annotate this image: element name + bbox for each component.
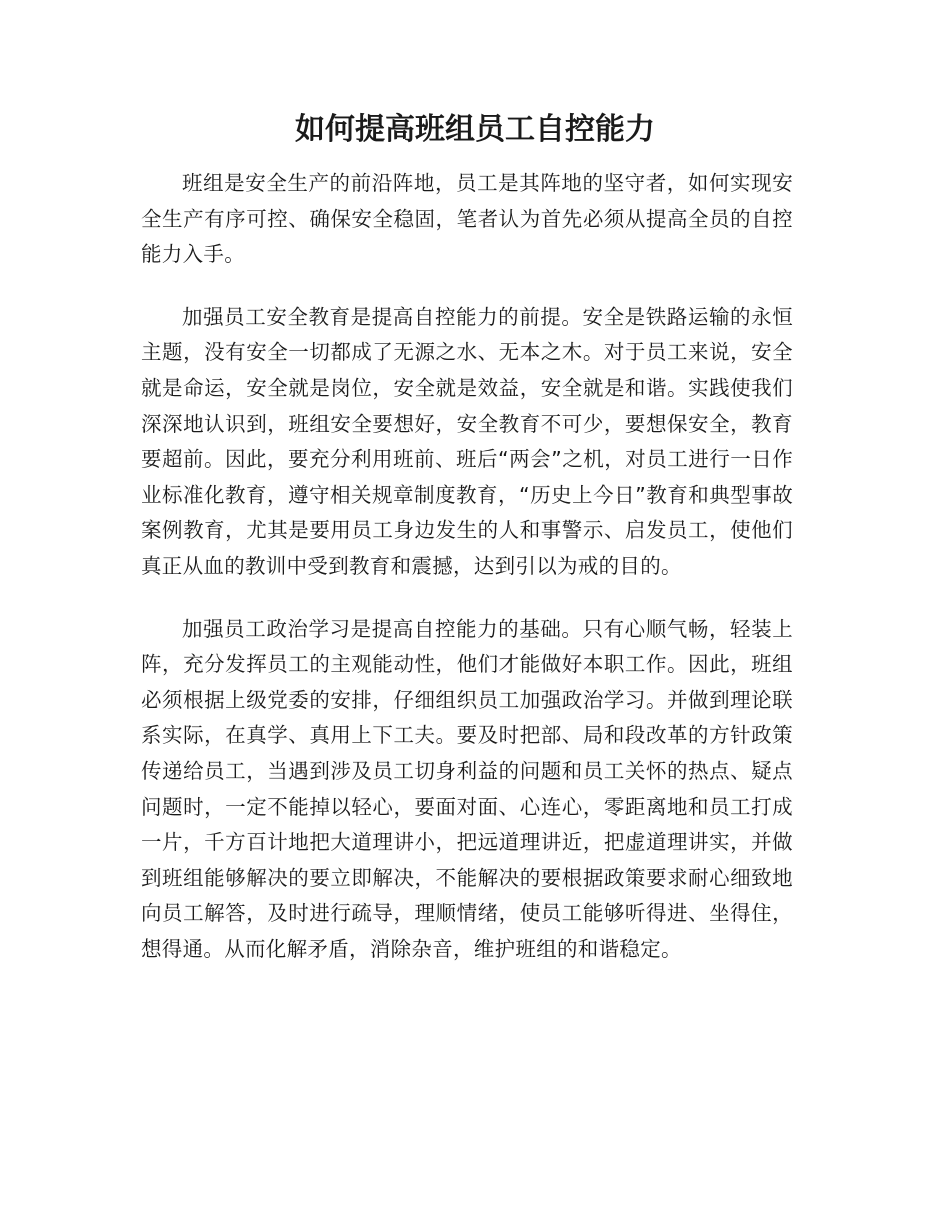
paragraph-2: 加强员工安全教育是提高自控能力的前提。安全是铁路运输的永恒主题，没有安全一切都成了无源之水、无本之木。对于员工来说，安全就是命运，安全就是岗位，安全就是效益，安全就是和谐。实践使我们深深地认识到，班组安全要想好，安全教育不可少，要想保安全，教育要超前。因此，要充分利用班前、班后“两会”之机，对员工进行一日作业标准化教育，遵守相关规章制度教育，“历史上今日”教育和典型事故案例教育，尤其是要用员工身边发生的人和事警示、启发员工，使他们真正从血的教训中受到教育和震撼，达到引以为戒的目的。	[141, 304, 793, 578]
paragraph-3: 加强员工政治学习是提高自控能力的基础。只有心顺气畅，轻装上阵，充分发挥员工的主观能动性，他们才能做好本职工作。因此，班组必须根据上级党委的安排，仔细组织员工加强政治学习。并做到理论联系实际，在真学、真用上下工夫。要及时把部、局和段改革的方针政策传递给员工，当遇到涉及员工切身利益的问题和员工关怀的热点、疑点问题时，一定不能掉以轻心，要面对面、心连心，零距离地和员工打成一片，千方百计地把大道理讲小，把远道理讲近，把虚道理讲实，并做到班组能够解决的要立即解决，不能解决的要根据政策要求耐心细致地向员工解答，及时进行疏导，理顺情绪，使员工能够听得进、坐得住，想得通。从而化解矛盾，消除杂音，维护班组的和谐稳定。	[141, 616, 793, 961]
document-title: 如何提高班组员工自控能力	[295, 112, 655, 147]
document-body	[141, 166, 793, 994]
paragraph-1: 班组是安全生产的前沿阵地，员工是其阵地的坚守者，如何实现安全生产有序可控、确保安全稳固，笔者认为首先必须从提高全员的自控能力入手。	[141, 171, 793, 267]
